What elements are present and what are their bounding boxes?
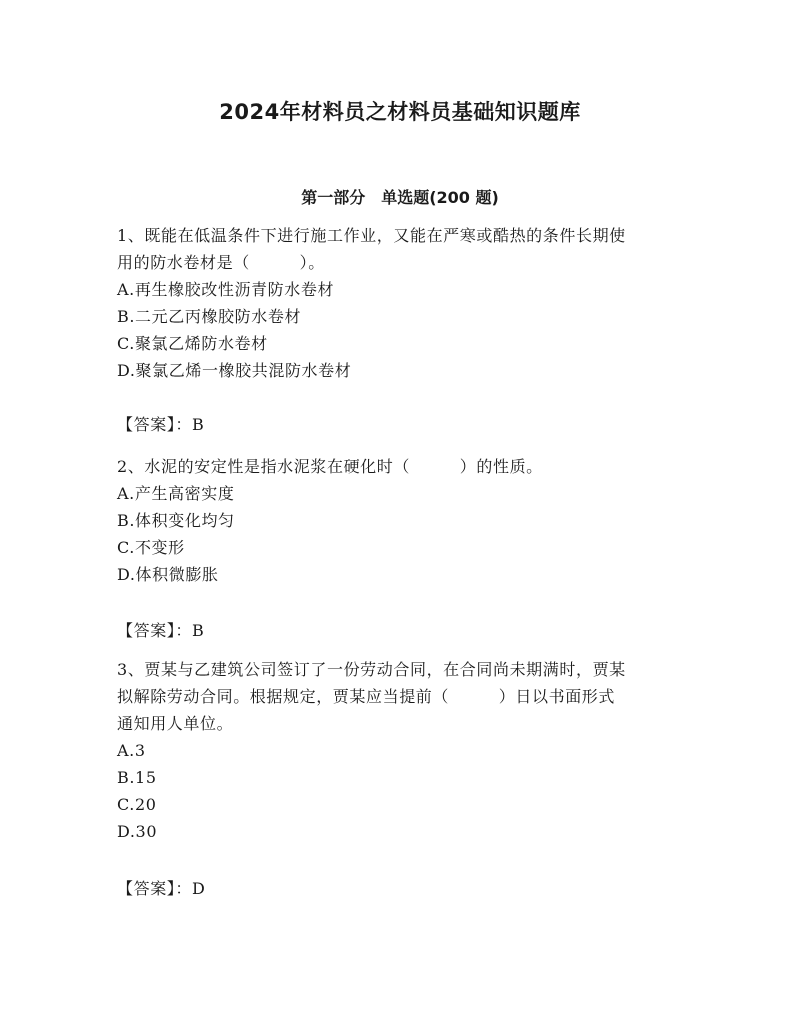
question-stem-line: 1、既能在低温条件下进行施工作业，又能在严寒或酷热的条件长期使 <box>117 226 626 245</box>
answer-2: 【答案】：B <box>117 621 205 640</box>
answer-3: 【答案】：D <box>117 879 206 898</box>
question-1 <box>117 222 677 384</box>
option-a: A.产生高密实度 <box>117 484 235 503</box>
option-c: C.20 <box>117 795 157 814</box>
option-a: A.3 <box>117 741 146 760</box>
question-2 <box>117 453 677 588</box>
section-title <box>0 185 800 208</box>
question-stem-line: 通知用人单位。 <box>117 714 234 733</box>
option-b: B.体积变化均匀 <box>117 511 235 530</box>
option-d: D.聚氯乙烯一橡胶共混防水卷材 <box>117 361 352 380</box>
option-b: B.二元乙丙橡胶防水卷材 <box>117 307 302 326</box>
answer-1: 【答案】：B <box>117 415 205 434</box>
question-stem-line: 拟解除劳动合同。根据规定，贾某应当提前（ ）日以书面形式 <box>117 687 616 706</box>
question-stem-line: 用的防水卷材是（ ）。 <box>117 253 325 272</box>
option-c: C.聚氯乙烯防水卷材 <box>117 334 268 353</box>
option-c: C.不变形 <box>117 538 185 557</box>
question-3 <box>117 656 677 845</box>
question-stem-line: 2、水泥的安定性是指水泥浆在硬化时（ ）的性质。 <box>117 457 543 476</box>
section-part-label: 第一部分 <box>301 188 366 207</box>
question-stem-line: 3、贾某与乙建筑公司签订了一份劳动合同，在合同尚未期满时，贾某 <box>117 660 626 679</box>
document-title: 2024年材料员之材料员基础知识题库 <box>219 100 581 124</box>
section-heading: 单选题(200 题) <box>381 188 499 207</box>
option-b: B.15 <box>117 768 157 787</box>
option-d: D.30 <box>117 822 158 841</box>
option-a: A.再生橡胶改性沥青防水卷材 <box>117 280 335 299</box>
option-d: D.体积微膨胀 <box>117 565 219 584</box>
